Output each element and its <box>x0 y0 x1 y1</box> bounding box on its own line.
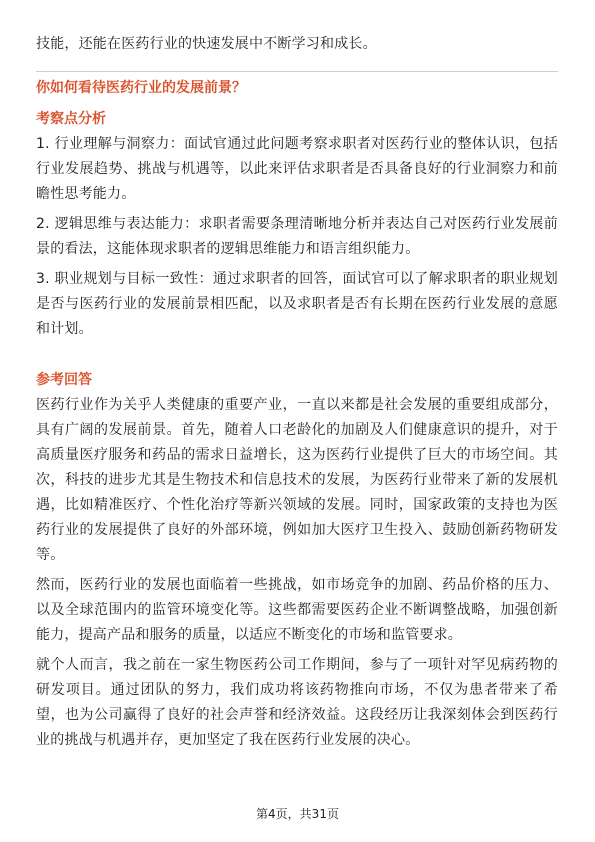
question-title: 你如何看待医药行业的发展前景？ <box>36 80 246 96</box>
answer-paragraph: 然而，医药行业的发展也面临着一些挑战，如市场竞争的加剧、药品价格的压力、以及全球范围内的监管环境变化等。这些都需要医药企业不断调整战略，加强创新能力，提高产品和服务的质量，以适应不断变化的市场和监管要求。 <box>36 577 558 643</box>
page-number: 第4页，共31页 <box>256 807 339 821</box>
analysis-section <box>36 132 558 342</box>
answer-paragraph: 医药行业作为关乎人类健康的重要产业，一直以来都是社会发展的重要组成部分，具有广阔的发展前景。首先，随着人口老龄化的加剧及人们健康意识的提升，对于高质量医疗服务和药品的需求日益增长，这为医药行业提供了巨大的市场空间。其次，科技的进步尤其是生物技术和信息技术的发展，为医药行业带来了新的发展机遇，比如精准医疗、个性化治疗等新兴领域的发展。同时，国家政策的支持也为医药行业的发展提供了良好的外部环境，例如加大医疗卫生投入、鼓励创新药物研发等。 <box>36 397 558 563</box>
analysis-heading: 考察点分析 <box>36 111 106 127</box>
section-divider <box>36 71 558 72</box>
analysis-item: 1. 行业理解与洞察力：面试官通过此问题考察求职者对医药行业的整体认识，包括行业发展趋势、挑战与机遇等，以此来评估求职者是否具备良好的行业洞察力和前瞻性思考能力。 <box>36 136 558 202</box>
intro-text: 技能，还能在医药行业的快速发展中不断学习和成长。 <box>36 36 377 52</box>
analysis-item: 2. 逻辑思维与表达能力：求职者需要条理清晰地分析并表达自己对医药行业发展前景的看法，这能体现求职者的逻辑思维能力和语言组织能力。 <box>36 216 558 257</box>
answer-paragraph: 就个人而言，我之前在一家生物医药公司工作期间，参与了一项针对罕见病药物的研发项目。通过团队的努力，我们成功将该药物推向市场，不仅为患者带来了希望，也为公司赢得了良好的社会声誉和经济效益。这段经历让我深刻体会到医药行业的挑战与机遇并存，更加坚定了我在医药行业发展的决心。 <box>36 657 558 748</box>
answer-section <box>36 393 558 753</box>
analysis-item: 3. 职业规划与目标一致性：通过求职者的回答，面试官可以了解求职者的职业规划是否与医药行业的发展前景相匹配，以及求职者是否有长期在医药行业发展的意愿和计划。 <box>36 271 558 337</box>
answer-heading: 参考回答 <box>36 372 92 388</box>
